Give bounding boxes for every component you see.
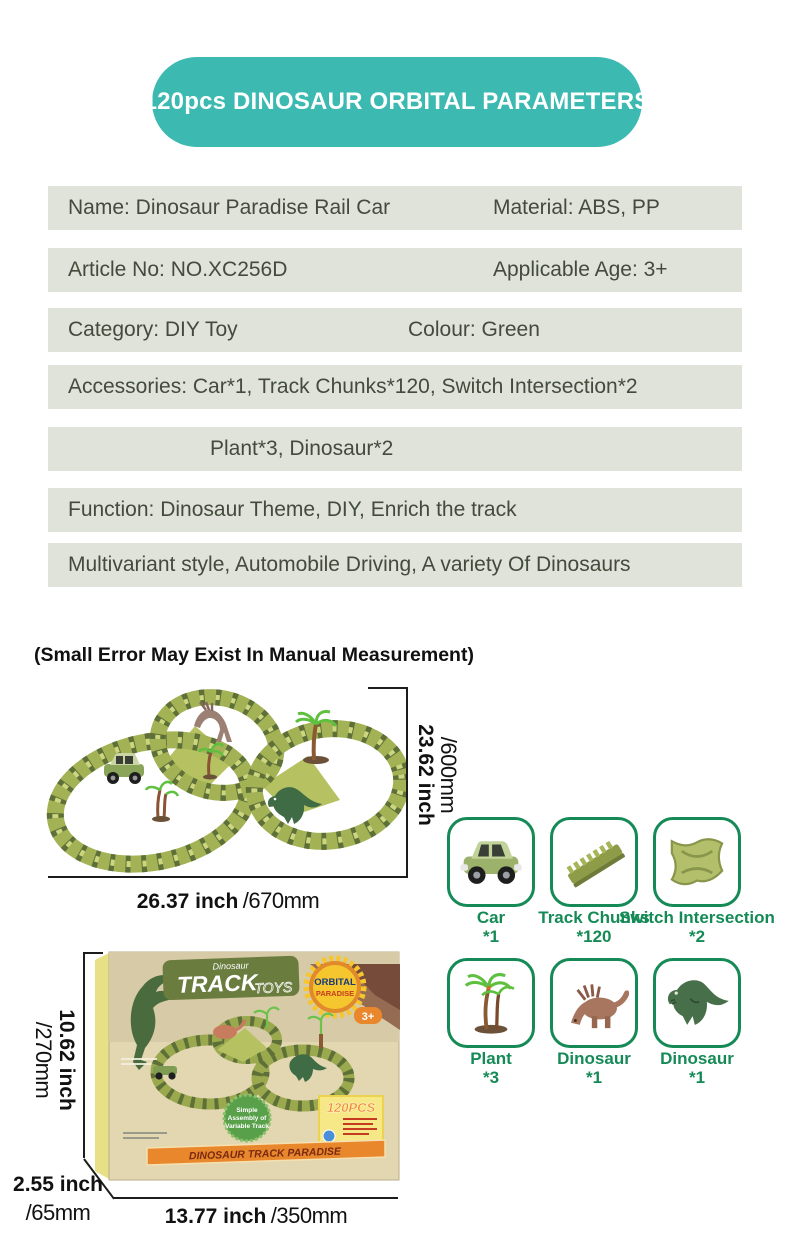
part-label-dinosaur-2: Dinosaur *1 bbox=[660, 1049, 734, 1087]
spec-accessories: Accessories: Car*1, Track Chunks*120, Switch Intersection*2 bbox=[68, 375, 638, 398]
part-label-switch-intersection: Switch Intersection *2 bbox=[619, 908, 775, 946]
box-height-label bbox=[32, 975, 78, 1145]
part-label-plant: Plant *3 bbox=[470, 1049, 512, 1087]
part-card-track-chunks bbox=[550, 817, 638, 907]
spec-row-category-colour bbox=[48, 308, 742, 352]
box-brand-suffix: TOYS bbox=[254, 978, 293, 997]
part-card-plant bbox=[447, 958, 535, 1048]
spec-article-no: Article No: NO.XC256D bbox=[68, 258, 288, 281]
track-dim-line-vertical bbox=[406, 687, 408, 877]
svg-text:ORBITAL: ORBITAL bbox=[314, 977, 356, 988]
box-height-inch: 10.62 inch bbox=[55, 1009, 78, 1111]
track-width-mm: /670mm bbox=[242, 888, 320, 913]
box-dim-top-tick bbox=[83, 952, 103, 954]
box-width-inch: 13.77 inch bbox=[164, 1205, 267, 1228]
box-photo bbox=[95, 950, 400, 1185]
box-depth-inch: 2.55 inch bbox=[13, 1173, 103, 1196]
track-width-inch: 26.37 inch bbox=[136, 890, 239, 913]
part-card-dinosaur-trex bbox=[653, 958, 741, 1048]
box-height-mm: /270mm bbox=[31, 1021, 56, 1099]
svg-text:120PCS: 120PCS bbox=[326, 1100, 376, 1115]
box-dim-line-vertical bbox=[83, 952, 85, 1158]
assembly-sticker bbox=[224, 1095, 270, 1141]
spec-row-function bbox=[48, 488, 742, 532]
track-height-inch: 23.62 inch bbox=[414, 724, 437, 826]
box-dim-line-horizontal bbox=[114, 1197, 398, 1199]
svg-text:Assembly of: Assembly of bbox=[227, 1115, 267, 1122]
svg-text:Variable Track: Variable Track bbox=[225, 1123, 269, 1130]
dinosaur-brown-image bbox=[559, 968, 629, 1038]
track-dim-line-horizontal bbox=[48, 876, 408, 878]
track-small-tree bbox=[146, 782, 178, 822]
svg-text:PARADISE: PARADISE bbox=[315, 989, 355, 998]
part-label-track-chunks: Track Chunks *120 bbox=[538, 908, 650, 946]
plant-image bbox=[456, 968, 526, 1038]
spec-row-accessories bbox=[48, 365, 742, 409]
spec-row-function-cont bbox=[48, 543, 742, 587]
box-width-mm: /350mm bbox=[270, 1203, 348, 1228]
spec-row-article-age bbox=[48, 248, 742, 292]
spec-category: Category: DIY Toy bbox=[68, 318, 238, 341]
spec-material: Material: ABS, PP bbox=[493, 196, 660, 219]
box-brand-big: TRACK bbox=[176, 969, 258, 998]
measurement-note: (Small Error May Exist In Manual Measurement) bbox=[34, 644, 474, 666]
spec-function: Function: Dinosaur Theme, DIY, Enrich the track bbox=[68, 498, 517, 521]
box-depth-label bbox=[8, 1172, 108, 1229]
spec-applicable-age: Applicable Age: 3+ bbox=[493, 258, 668, 281]
spec-function-continued: Multivariant style, Automobile Driving, A variety Of Dinosaurs bbox=[68, 553, 631, 576]
part-card-dinosaur-styracosaurus bbox=[550, 958, 638, 1048]
parameters-banner bbox=[143, 57, 651, 147]
spec-accessories-continued: Plant*3, Dinosaur*2 bbox=[210, 437, 394, 460]
svg-text:3+: 3+ bbox=[361, 1011, 375, 1023]
spec-colour: Colour: Green bbox=[408, 318, 540, 341]
spec-row-accessories-cont bbox=[48, 427, 742, 471]
track-height-mm: /600mm bbox=[436, 736, 461, 814]
car-image bbox=[456, 827, 526, 897]
track-photo bbox=[40, 688, 408, 876]
spec-name: Name: Dinosaur Paradise Rail Car bbox=[68, 196, 391, 219]
dinosaur-green-image bbox=[662, 968, 732, 1038]
track-chunk-image bbox=[559, 827, 629, 897]
banner-title: 120pcs DINOSAUR ORBITAL PARAMETERS bbox=[143, 88, 651, 115]
part-label-dinosaur-1: Dinosaur *1 bbox=[557, 1049, 631, 1087]
track-width-label bbox=[48, 888, 408, 914]
box-depth-mm: /65mm bbox=[25, 1200, 91, 1225]
box-brand-small: Dinosaur bbox=[212, 960, 249, 972]
svg-text:DINOSAUR TRACK PARADISE: DINOSAUR TRACK PARADISE bbox=[188, 1145, 342, 1163]
part-card-switch-intersection bbox=[653, 817, 741, 907]
part-card-car bbox=[447, 817, 535, 907]
svg-text:Simple: Simple bbox=[236, 1107, 258, 1114]
switch-intersection-image bbox=[662, 827, 732, 897]
track-dim-top-tick bbox=[368, 687, 408, 689]
age-badge bbox=[354, 1007, 382, 1024]
box-width-label bbox=[114, 1203, 398, 1229]
spec-row-name-material bbox=[48, 186, 742, 230]
part-label-car: Car *1 bbox=[476, 908, 506, 946]
